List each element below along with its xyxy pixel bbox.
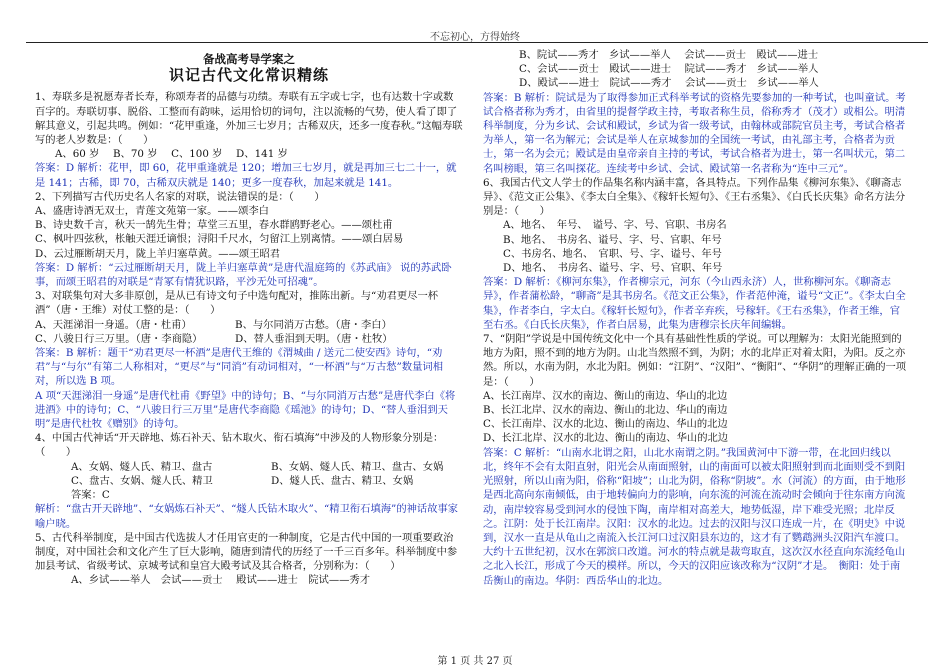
option-7b: B、长江北岸、汉水的南边、衡山的北边、华山的南边 [483,404,728,417]
question-2: 2、下列描写古代历史名人名家的对联，说法错误的是：（ ） [35,190,325,203]
option-3d: D、替人垂泪到天明。（唐・杜牧） [235,332,393,345]
question-7: 7、“阴阳”学说是中国传统文化中一个具有基础性性质的学说。可以理解为：太阳光能照到的地方为阳，照不到的地方为阴。山北当然照不到，为阴；水的北岸正对着太阳，为阳。反之亦然。所以，水南为阴，水北为阳。例如：“江阴”、“汉阳”、“衡阳”、“华阴”的理解正确的一项是：（ ） [483,333,907,388]
option-7d: D、长江北岸、汉水的北边、衡山的南边、华山的北边 [483,432,729,445]
option-4b: B、女娲、燧人氏、精卫、盘古、女娲 [271,460,444,473]
answer-7: 答案：C 解析：“山南水北谓之阳，山北水南谓之阴。”我国黄河中下游一带，在北回归线以北，终年不会有太阳直射，阳光会从南面照射，山的南面可以被太阳照射到而北面则受不到阳光照射，所以山南为阳，俗称“阳坡”；山北为阴，俗称“阴坡”。水（河流）的方面，由于地形是西北高向东南倾低，由于地转偏向力的影响，向东流的河流在流动时会倾向于往东南方向流动，南岸较容易受到河水的侵蚀下陶，南岸相对高差大，地势低湿，岸下难受光照；北岸反之。江阴：处于长江南岸。汉阳：汉水的北边。过去的汉阳与汉口连成一片，在《明史》中说到，汉水一直是从龟山之南流入长江河口过汉阳县东边的，这才有了鹦鹉洲头汉阳汽车渡口。大约十五世纪初，汉水在郭滨口改道。河水的特点就是裁弯取直，这次汉水径直向东流经龟山之北入长江，形成了今天的模样。所以，今天的汉阳应该改称为“汉阴”才是。 衡阳：处于南岳衡山的南边。华阴：西岳华山的北边。 [483,446,906,587]
option-4a: A、女娲、燧人氏、精卫、盘古 [71,460,213,473]
option-2d: D、云过雁断胡天月，陇上羊归塞草黄。——颂王昭君 [35,247,281,260]
right-column [483,48,908,588]
option-2c: C、枫叶四弦秋，枨触天涯迁谪恨；浔阳千尺水，匀留江上别离情。——颂白居易 [35,233,404,246]
answer-1: 答案：D 解析：花甲，即 60，花甲重逢就是 120；增加三七岁月，就是再加三七二十一，就是 141；古稀，即 70，古稀双庆就是 140；更多一度春秋，加起来就是 141。 [35,162,457,189]
answer-6: 答案：D 解析：《柳河东集》，作者柳宗元，河东（今山西永济）人，世称柳河东。《聊斋志异》，作者蒲松龄，“聊斋”是其书房名。《范文正公集》，作者范仲淹，谥号“文正”。《李太白全集》，作者李白，字太白。《稼轩长短句》，作者辛弃疾，号稼轩。《王右丞集》，作者王维，官至右丞。《白氏长庆集》，作者白居易，此集为唐穆宗长庆年间编辑。 [483,276,906,331]
question-6: 6、我国古代文人学士的作品集名称内涵丰富，各具特点。下列作品集《柳河东集》、《聊斋志异》、《范文正公集》、《李太白全集》、《稼轩长短句》、《王右丞集》、《白氏长庆集》命名方法分别是：（ ） [483,176,906,218]
doc-title: 识记古代文化常识精练 [168,66,329,85]
answer-3: 答案：B 解析：题干“劝君更尽一杯酒”是唐代王维的《渭城曲 / 送元二使安西》诗句，“劝君”与“与尔”有第二人称相对，“更尽”与“同消”有动词相对，“一杯酒”与“万古愁”数量词相对，所以选 B 项。 [35,347,443,388]
answer-2: 答案：D 解析：“云过雁断胡天月，陇上羊归塞草黄”是唐代温庭筠的《苏武庙》 说的苏武卧事，而颂王昭君的对联是“青冢有情犹识路，平沙无处可招魂”。 [35,261,452,289]
option-5c: C、会试——贡士 殿试——进士 院试——秀才 乡试——举人 [519,63,819,76]
header-motto: 不忘初心，方得始终 [430,32,520,43]
option-5b: B、院试——秀才 乡试——举人 会试——贡士 殿试——进士 [519,49,819,61]
question-1: 1、寿联多是祝愿寿者长寿，称颂寿者的品德与功绩。寿联有五字或七字，也有达数十字或数百字的。寿联切事、脱俗、工整而有韵味，运用恰切的词句，注以流畅的气势，使人看了即了解其意义，引起共鸣。例如：“花甲重逢，外加三七岁月；古稀双庆，还多一度春秋。”这幅寿联写的老人岁数是：（ ） [35,91,463,147]
left-column [35,48,463,588]
option-6a: A、地名、 年号、 谥号、字、号、官职、书房名 [503,219,727,232]
option-2a: A、盛唐诗酒无双士，青莲文苑第一家。——颂李白 [35,205,269,218]
option-5a: A、乡试——举人 会试——贡士 殿试——进士 院试——秀才 [71,574,371,587]
answer-3-detail: A 项“天涯涕泪一身遥”是唐代杜甫《野望》中的诗句；B、“与尔同消万古愁”是唐代李白《将进酒》中的诗句；C、“八骏日行三万里”是唐代李商隐《瑶池》的诗句；D、“替人垂泪到天明”是唐代杜牧《赠别》的诗句。 [35,389,456,431]
option-5d: D、殿试——进士 院试——秀才 会试——贡士 乡试——举人 [519,77,819,90]
answer-4-detail: 解析：“盘古开天辟地”、“女娲炼石补天”、“燧人氏钻木取火”、“精卫衔石填海”的神话故事家喻户晓。 [35,503,459,530]
question-5: 5、古代科举制度，是中国古代选拔人才任用官吏的一种制度，它是古代中国的一项重要政治制度，对中国社会和文化产生了巨大影响，随唐到清代的历经了一千三百多年。科举制度中参加县考试、省级考试、京城考试和皇宫大殿考试及其合格者，分别称为：（ ） [35,531,458,573]
answer-4: 答案：C [71,489,110,502]
question-3: 3、对联集句对大多非原创，是从已有诗文句子中选句配对，推陈出新。与“劝君更尽一杯酒”（唐・王维）对仗工整的是：（ ） [35,290,439,317]
option-4d: D、燧人氏、盘古、精卫、女娲 [271,474,414,487]
answer-5: 答案：B 解析：院试是为了取得参加正式科举考试的资格先要参加的一种考试，也叫童试。考试合格者称为秀才，由省里的提督学政主持，考取者称生员，俗称秀才（茂才）或相公。明清科举制度，分为乡试、会试和殿试，乡试为省一级考试，由翰林或部院官员主考，考试合格者为举人，第一名为解元；会试是举人在京城参加的全国统一考试，由礼部主考，合格者为贡士，第一名为会元；殿试是由皇帝亲自主持的考试，考试合格者为进士，第一名叫状元，第二名叫榜眼，第三名叫探花。连续考中乡试、会试、殿试第一名者称为“连中三元”。 [483,91,906,175]
option-2b: B、诗史数千言，秋天一鹄先生骨；草堂三五里，春水群鸥野老心。——颂杜甫 [35,219,393,232]
option-6d: D、地名、 书房名、谥号、字、号、官职、年号 [503,262,723,275]
option-6b: B、地名、 书房名、谥号、字、号、官职、年号 [503,233,722,246]
option-4c: C、盘古、女娲、燧人氏、精卫 [71,474,213,487]
option-3a: A、天涯涕泪一身遥。（唐・杜甫） [35,318,192,331]
header-divider [26,42,928,43]
option-3c: C、八骏日行三万里。（唐・李商隐） [35,332,203,345]
question-4: 4、中国古代神话“开天辟地、炼石补天、钻木取火、衔石填海”中涉及的人物形象分别是：（ ） [35,432,444,459]
option-3b: B、与尔同消万古愁。（唐・李白） [235,318,392,331]
option-7c: C、长江南岸、汉水的北边、衡山的南边、华山的北边 [483,418,728,431]
option-6c: C、书房名、地名、 官职、号、字、谥号、年号 [503,247,722,260]
question-1-options: A、60 岁 B、70 岁 C、100 岁 D、141 岁 [55,148,288,161]
doc-subtitle: 备战高考导学案之 [203,52,295,66]
option-7a: A、长江南岸、汉水的南边、衡山的南边、华山的北边 [483,389,728,402]
page-number: 第 1 页 共 27 页 [437,656,513,667]
